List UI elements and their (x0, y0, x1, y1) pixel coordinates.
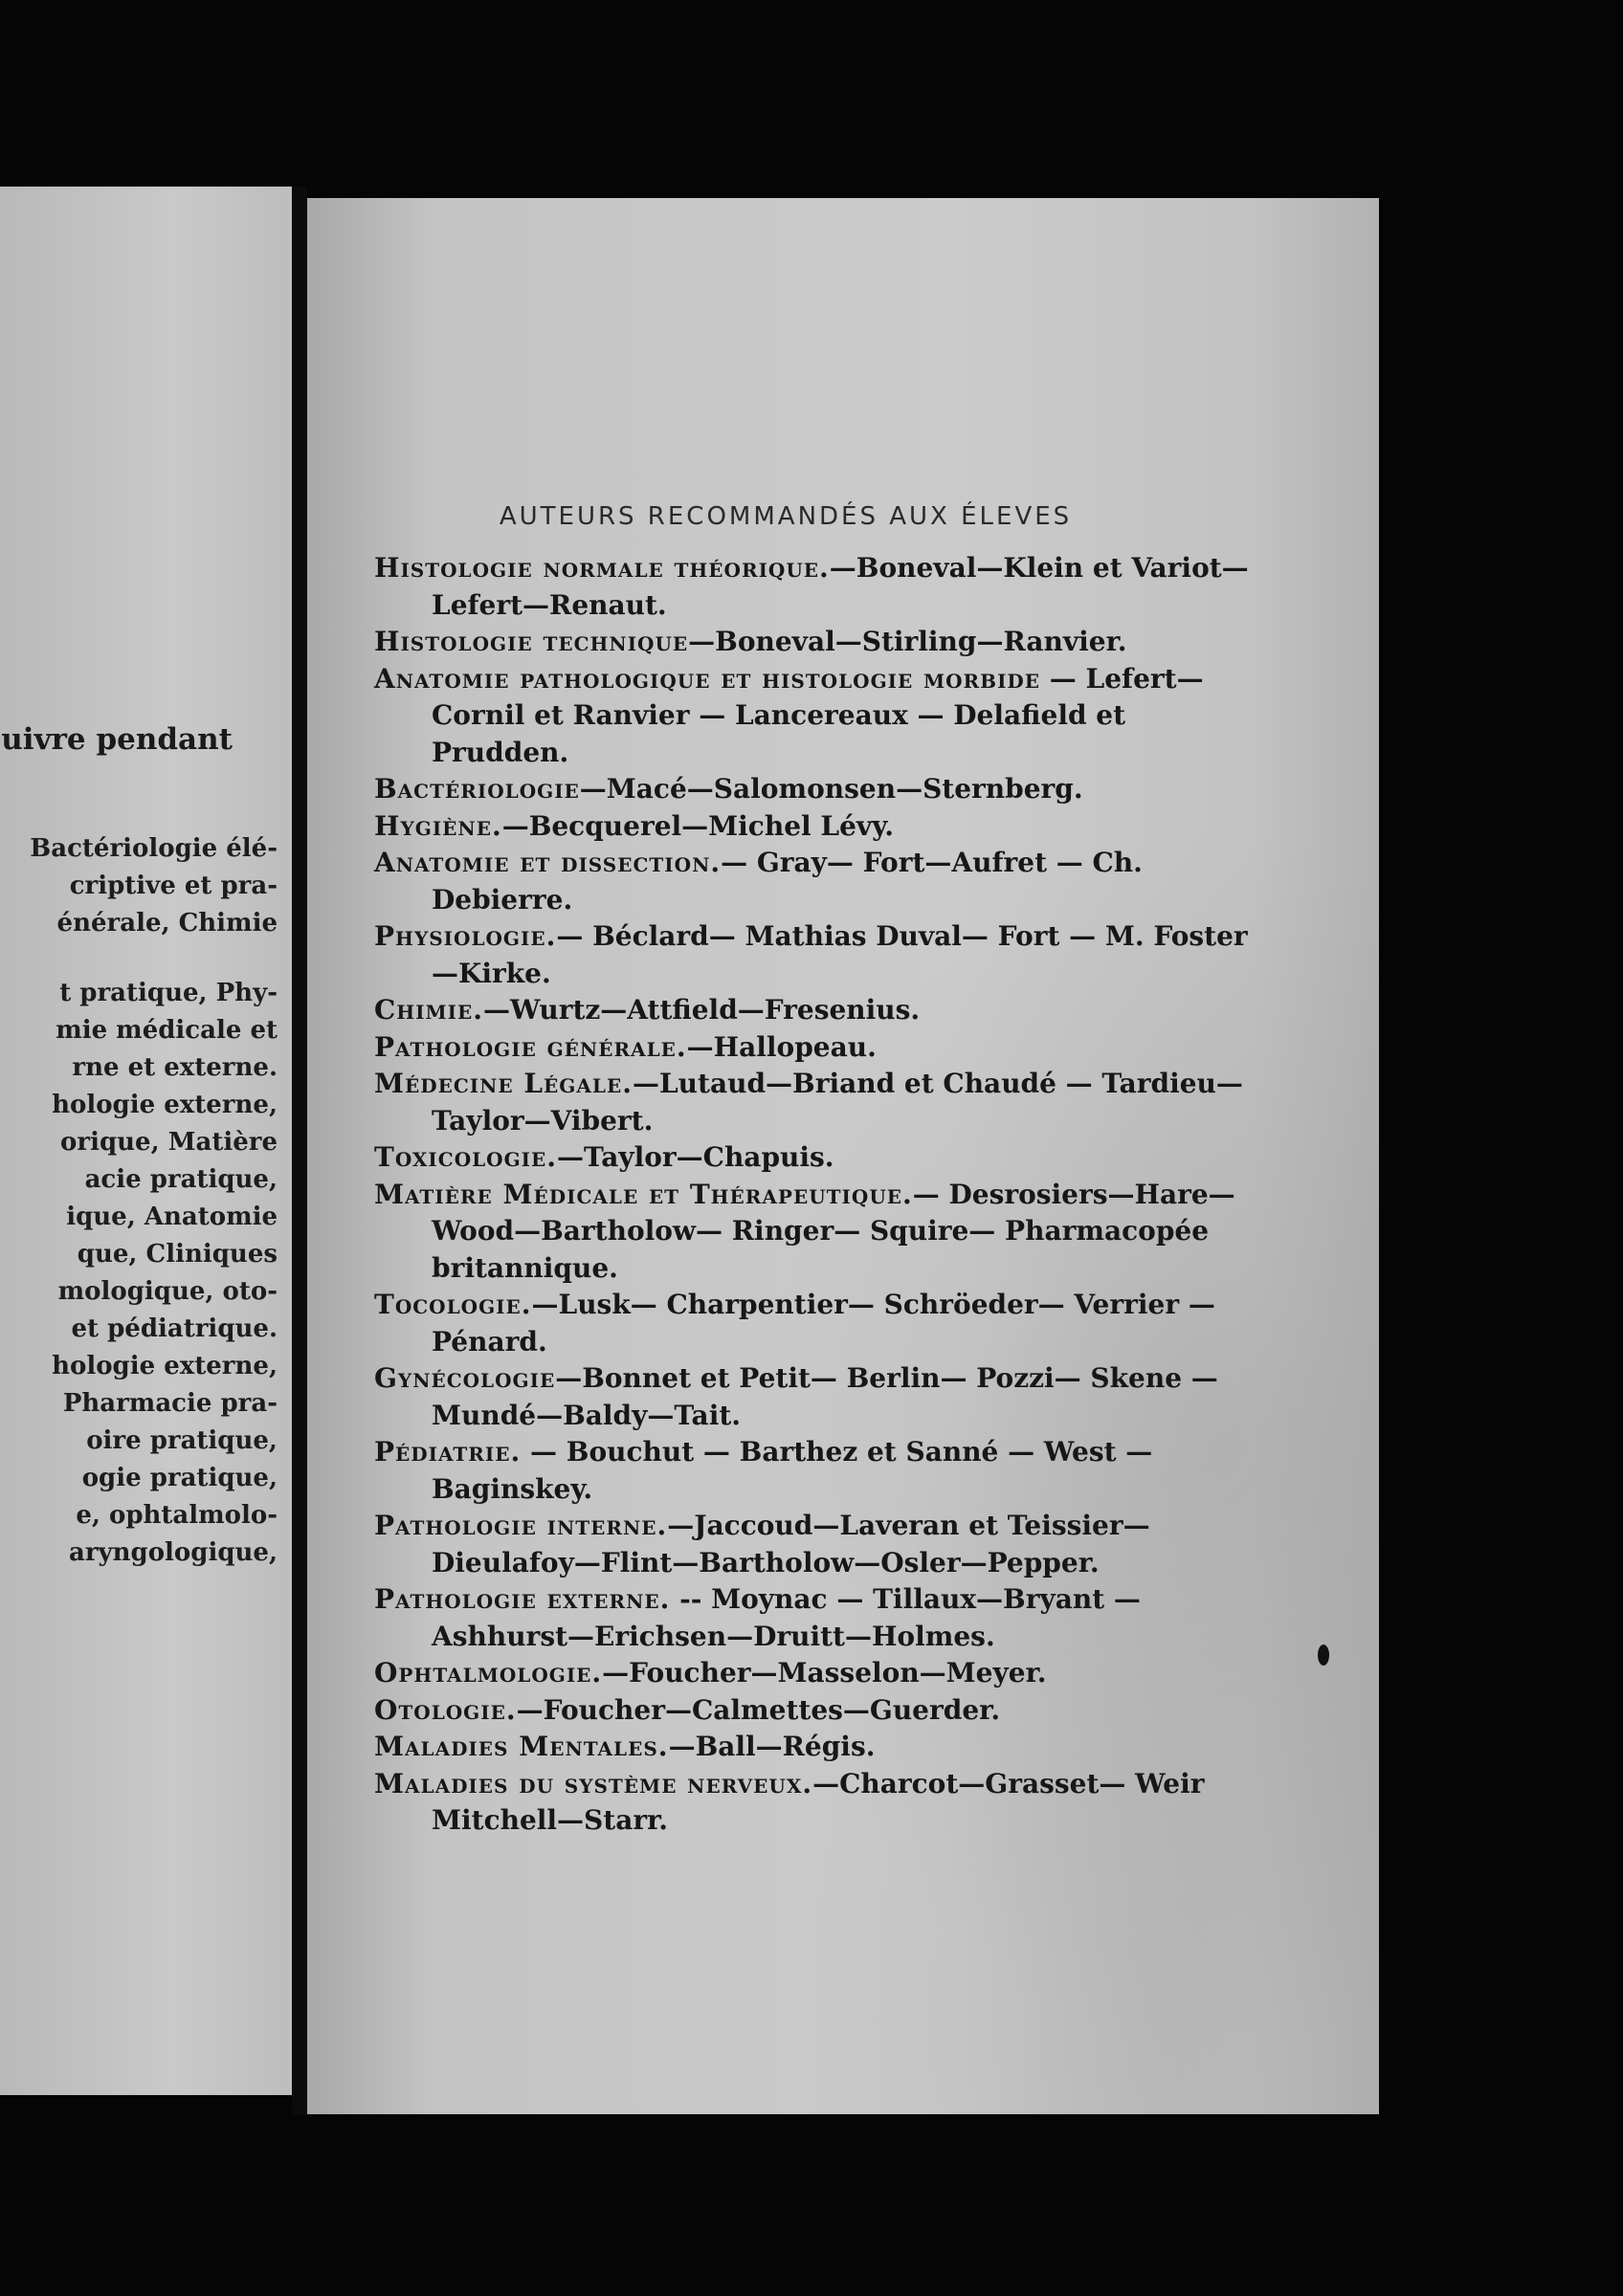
left-line: ogie pratique, (81, 1464, 278, 1492)
left-line: oire pratique, (86, 1426, 278, 1455)
subject-label: Pathologie interne. (374, 1510, 668, 1541)
subject-label: Maladies Mentales. (374, 1731, 669, 1762)
subject-label: Hygiène. (374, 809, 502, 842)
left-line: acie pratique, (84, 1165, 278, 1194)
list-item (374, 624, 1255, 661)
authors-text: —Ball—Régis. (668, 1731, 876, 1762)
authors-text: —Becquerel—Michel Lévy. (501, 809, 894, 842)
left-line: mie médicale et (56, 1016, 278, 1045)
subject-label: Médecine Légale. (374, 1068, 633, 1099)
list-item (374, 1287, 1255, 1360)
authors-text: —Bonnet et Petit— Berlin— Pozzi— Skene —Mundé—Baldy—Tait. (432, 1362, 1218, 1431)
subject-label: Bactériologie (374, 773, 580, 805)
authors-text: —Charcot—Grasset— Weir Mitchell—Starr. (432, 1767, 1205, 1836)
list-item (374, 1581, 1255, 1655)
left-page-fragment (0, 187, 292, 2095)
list-item (374, 1066, 1255, 1139)
authors-text: —Foucher—Masselon—Meyer. (602, 1657, 1047, 1689)
subject-label: Histologie technique (374, 626, 689, 657)
list-item (374, 1029, 1255, 1067)
left-line: criptive et pra- (69, 872, 278, 900)
left-line: t pratique, Phy- (59, 979, 278, 1007)
left-line: Pharmacie pra- (62, 1389, 278, 1418)
main-page (307, 198, 1379, 2114)
list-item (374, 1360, 1255, 1434)
authors-text: —Taylor—Chapuis. (557, 1141, 834, 1173)
authors-text: —Lusk— Charpentier— Schröeder— Verrier —Pénard. (432, 1289, 1215, 1358)
list-item (374, 1508, 1255, 1581)
subject-label: Anatomie pathologique et histologie morbide (374, 662, 1041, 695)
list-item (374, 1655, 1255, 1692)
author-list (374, 550, 1255, 1840)
list-item (374, 1434, 1255, 1508)
left-line: Bactériologie élé- (30, 834, 278, 863)
subject-label: Gynécologie (374, 1362, 556, 1394)
left-line: ique, Anatomie (66, 1203, 278, 1231)
authors-text: — Béclard— Mathias Duval— Fort — M. Foster—Kirke. (432, 920, 1248, 989)
list-item (374, 661, 1255, 772)
left-line: hologie externe, (52, 1091, 278, 1119)
subject-label: Physiologie. (374, 920, 557, 952)
subject-label: Pédiatrie. (374, 1436, 522, 1468)
list-item (374, 771, 1255, 808)
list-item (374, 550, 1255, 624)
authors-text: —Macé—Salomonsen—Sternberg. (579, 773, 1083, 805)
subject-label: Maladies du système nerveux. (374, 1767, 813, 1799)
subject-label: Matière Médicale et Thérapeutique. (374, 1178, 913, 1210)
authors-text: —Wurtz—Attfield—Fresenius. (483, 994, 921, 1026)
scan-speck (1318, 1645, 1329, 1666)
subject-label: Ophtalmologie. (374, 1657, 603, 1689)
authors-text: —Jaccoud—Laveran et Teissier— Dieulafoy—Flint—Bartholow—Osler—Pepper. (432, 1510, 1150, 1578)
authors-text: —Boneval—Klein et Variot—Lefert—Renaut. (432, 552, 1249, 621)
list-item (374, 918, 1255, 992)
subject-label: Pathologie générale. (374, 1030, 687, 1063)
list-item (374, 1692, 1255, 1730)
left-line: e, ophtalmolo- (76, 1501, 278, 1530)
subject-label: Tocologie. (374, 1289, 532, 1320)
subject-label: Otologie. (374, 1693, 517, 1726)
authors-text: — Desrosiers—Hare—Wood—Bartholow— Ringer— Squire— Pharmacopée britannique. (432, 1178, 1235, 1284)
authors-text: — Gray— Fort—Aufret — Ch. Debierre. (432, 847, 1143, 916)
book-gutter (292, 187, 307, 2114)
left-page-text (0, 830, 278, 1572)
subject-label: Anatomie et dissection. (374, 847, 722, 878)
authors-text: —Foucher—Calmettes—Guerder. (516, 1693, 1001, 1726)
page-title: AUTEURS RECOMMANDÉS AUX ÉLEVES (499, 502, 1073, 531)
list-item (374, 808, 1255, 846)
left-line: et pédiatrique. (71, 1314, 278, 1343)
list-item (374, 992, 1255, 1029)
authors-text: —Lutaud—Briand et Chaudé — Tardieu—Taylor—Vibert. (432, 1068, 1243, 1137)
left-line: énérale, Chimie (56, 909, 278, 938)
subject-label: Toxicologie. (374, 1141, 558, 1173)
left-line: rne et externe. (72, 1053, 278, 1082)
authors-text: -- Moynac — Tillaux—Bryant — Ashhurst—Erichsen—Druitt—Holmes. (432, 1583, 1141, 1652)
list-item (374, 845, 1255, 918)
list-item (374, 1177, 1255, 1288)
left-page-heading: uivre pendant (1, 722, 233, 757)
authors-text: —Hallopeau. (686, 1030, 877, 1063)
authors-text: —Boneval—Stirling—Ranvier. (688, 626, 1127, 657)
subject-label: Chimie. (374, 994, 484, 1026)
authors-text: — Bouchut — Barthez et Sanné — West —Baginskey. (432, 1436, 1153, 1505)
list-item (374, 1729, 1255, 1766)
left-line: orique, Matière (60, 1128, 278, 1157)
left-line: hologie externe, (52, 1352, 278, 1380)
authors-text: — Lefert—Cornil et Ranvier — Lancereaux — Delafield et Prudden. (432, 662, 1204, 768)
list-item (374, 1766, 1255, 1840)
left-line: mologique, oto- (57, 1277, 278, 1306)
left-line: que, Cliniques (77, 1240, 278, 1269)
subject-label: Pathologie externe. (374, 1583, 671, 1615)
left-line: aryngologique, (68, 1538, 278, 1567)
list-item (374, 1139, 1255, 1177)
subject-label: Histologie normale théorique. (374, 552, 830, 584)
